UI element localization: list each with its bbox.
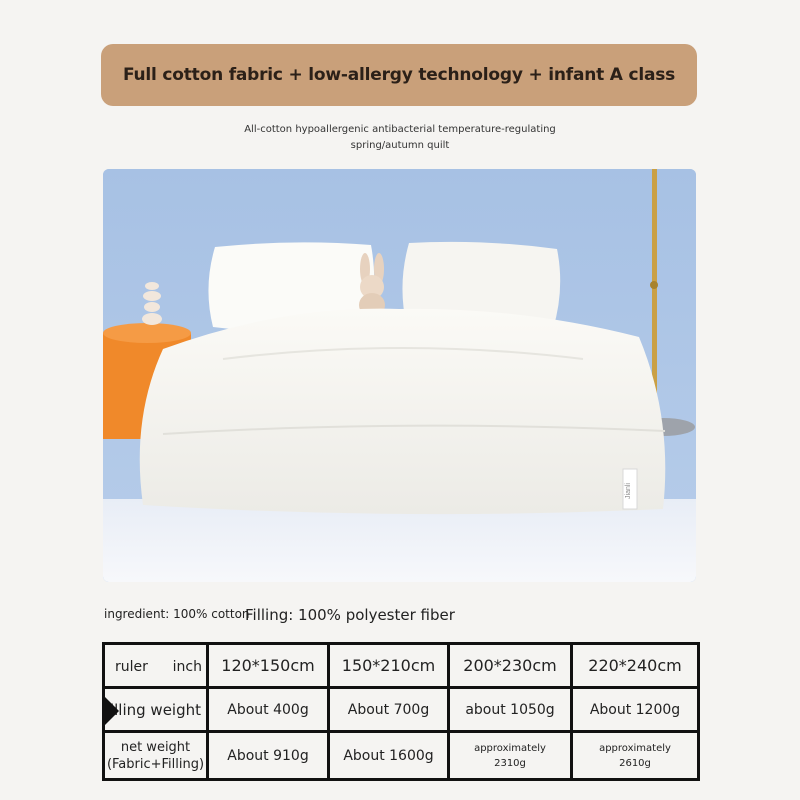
arrow-icon	[104, 695, 120, 727]
title-banner	[101, 44, 697, 106]
product-photo	[103, 169, 696, 582]
filling-weight-value: About 1200g	[572, 688, 699, 732]
net-weight-value: About 910g	[208, 732, 329, 780]
ingredient-text: ingredient: 100% cotton	[104, 607, 250, 621]
ruler-header-cell	[104, 644, 208, 688]
size-spec-table	[102, 642, 700, 781]
inch-label: inch	[172, 659, 202, 675]
size-header: 220*240cm	[572, 644, 699, 688]
net-weight-label: net weight	[120, 739, 191, 755]
filling-weight-value: About 700g	[329, 688, 449, 732]
net-weight-value-line: approximately	[474, 742, 546, 754]
net-weight-value-line: 2610g	[619, 757, 651, 769]
net-weight-value-line: approximately	[599, 742, 671, 754]
size-header: 200*230cm	[449, 644, 572, 688]
banner-title: Full cotton fabric + low-allergy technology + infant A class	[122, 65, 676, 85]
net-weight-value	[572, 732, 699, 780]
subtitle-line-2: spring/autumn quilt	[350, 140, 450, 151]
net-weight-value: About 1600g	[329, 732, 449, 780]
subtitle-line-1: All-cotton hypoallergenic antibacterial temperature-regulating	[244, 124, 556, 135]
size-header: 150*210cm	[329, 644, 449, 688]
filling-weight-value: about 1050g	[449, 688, 572, 732]
product-subtitle	[200, 122, 600, 154]
filling-weight-label: illing weight	[109, 700, 202, 719]
net-weight-value-line: 2310g	[494, 757, 526, 769]
filling-weight-label-cell	[104, 688, 208, 732]
net-weight-label-cell	[104, 732, 208, 780]
table-row	[104, 732, 699, 780]
size-header: 120*150cm	[208, 644, 329, 688]
filling-weight-value: About 400g	[208, 688, 329, 732]
quilt	[140, 309, 666, 514]
net-weight-sublabel: (Fabric+Filling)	[106, 756, 205, 772]
filling-text: Filling: 100% polyester fiber	[245, 606, 455, 624]
ruler-label: ruler	[115, 659, 148, 675]
bed-illustration	[103, 169, 696, 582]
table-row	[104, 688, 699, 732]
net-weight-value	[449, 732, 572, 780]
table-row	[104, 644, 699, 688]
tag-text: Jianli	[625, 483, 632, 499]
